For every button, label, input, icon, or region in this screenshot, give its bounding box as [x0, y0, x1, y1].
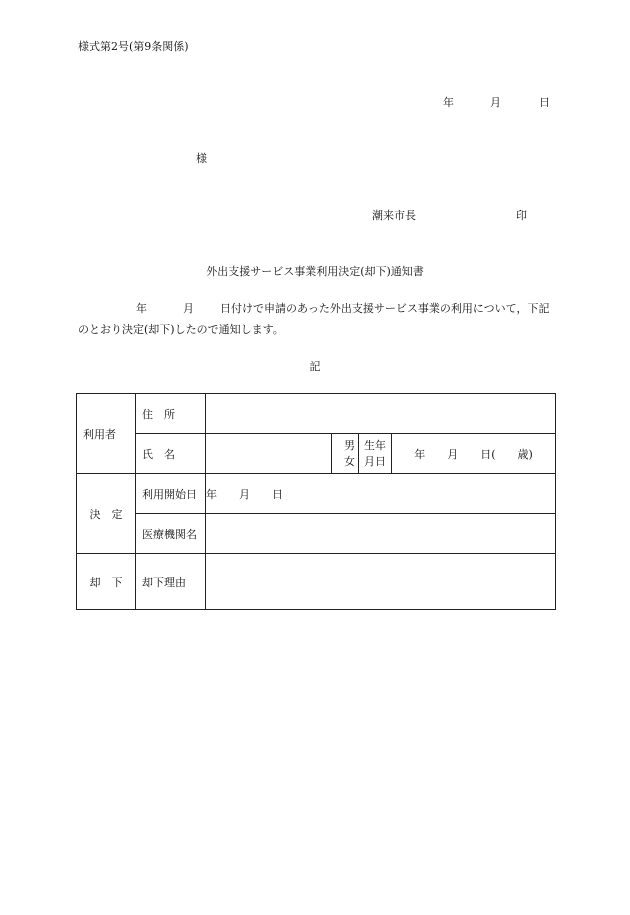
- table-row-reject: [77, 554, 556, 610]
- seal-mark: 印: [516, 209, 527, 222]
- sex-female: 女: [344, 454, 355, 468]
- birth-label-1: 生年: [364, 438, 386, 452]
- sex-cell[interactable]: [332, 434, 359, 474]
- date-header: [443, 94, 550, 110]
- reject-reason-label-cell: [136, 554, 206, 610]
- table-row-name: [77, 434, 556, 474]
- institution-label: 医療機関名: [142, 527, 197, 541]
- decision-group-cell: [77, 474, 136, 554]
- date-month-label: 月: [490, 96, 501, 109]
- ki-heading: 記: [309, 360, 321, 373]
- body-year: 年: [136, 302, 147, 315]
- start-date-label: 利用開始日: [142, 487, 197, 501]
- table-row-address: [77, 394, 556, 434]
- name-field[interactable]: [206, 434, 332, 474]
- addressee-suffix: 様: [196, 152, 207, 165]
- address-label: 住 所: [142, 407, 175, 421]
- start-date-text: 年 月 日: [206, 487, 283, 501]
- form-number: 様式第2号(第9条関係): [78, 40, 189, 53]
- table-row-institution: [77, 514, 556, 554]
- reject-group-label: 却 下: [89, 575, 123, 589]
- institution-label-cell: [136, 514, 206, 554]
- reject-group-cell: [77, 554, 136, 610]
- birthdate-label-cell: [359, 434, 392, 474]
- document-title: 外出支援サービス事業利用決定(却下)通知書: [206, 265, 424, 278]
- sex-male: 男: [344, 438, 355, 452]
- institution-field[interactable]: [206, 514, 556, 554]
- address-label-cell: [136, 394, 206, 434]
- notification-table: [76, 393, 556, 610]
- name-label: 氏 名: [142, 447, 175, 461]
- date-day-label: 日: [539, 96, 550, 109]
- decision-group-label: 決 定: [89, 507, 123, 521]
- birth-label-2: 月日: [364, 454, 386, 468]
- start-date-field[interactable]: [206, 474, 556, 514]
- table-row-start-date: [77, 474, 556, 514]
- reject-reason-field[interactable]: [206, 554, 556, 610]
- birthdate-text: 年 月 日( 歳): [414, 447, 533, 461]
- birthdate-field[interactable]: [392, 434, 556, 474]
- issuer-name: 潮来市長: [372, 209, 416, 222]
- reject-reason-label: 却下理由: [142, 575, 186, 589]
- date-year-label: 年: [443, 96, 454, 109]
- body-month: 月: [183, 302, 194, 315]
- user-group-label: 利用者: [83, 427, 116, 441]
- name-label-cell: [136, 434, 206, 474]
- start-date-label-cell: [136, 474, 206, 514]
- body-text: 日付けで申請のあった外出支援サービス事業の利用について，下記のとおり決定(却下)したので通知します。: [78, 302, 550, 336]
- body-paragraph: [78, 298, 556, 340]
- user-group-cell: [77, 394, 136, 474]
- address-field[interactable]: [206, 394, 556, 434]
